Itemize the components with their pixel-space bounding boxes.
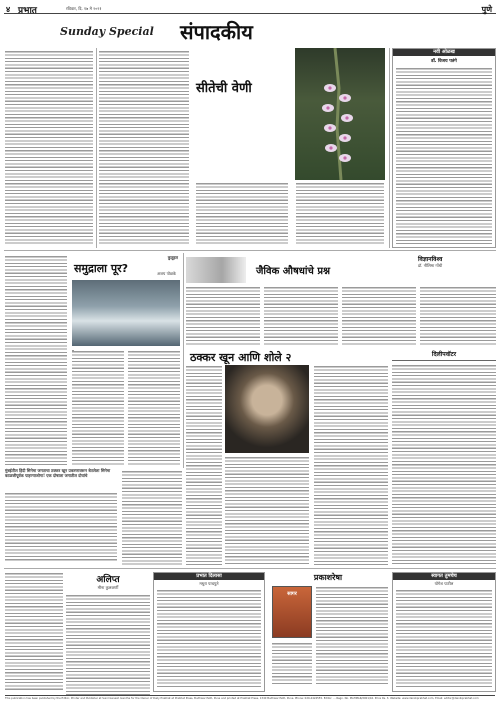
alipta-text — [66, 594, 150, 697]
sholay-title: ठक्कर खून आणि शोले २ — [190, 351, 292, 364]
prakashrekha-story — [268, 572, 388, 692]
right-mid-text — [392, 364, 496, 564]
sea-story-col-1 — [5, 255, 67, 465]
sholay-col-a — [5, 492, 117, 562]
orchid-photo — [295, 48, 385, 180]
organic-col-4 — [420, 286, 496, 346]
book-cover-label: सागर — [287, 591, 297, 597]
swagat-header: स्वागत तुमचेच — [393, 573, 495, 580]
sea-title: समुद्राला पूर? — [74, 262, 128, 275]
alipta-story — [66, 572, 150, 692]
sholay-lead-box — [72, 350, 74, 352]
top-story-text-b — [296, 182, 384, 246]
right-mid-header: दिलीपवॉटर — [392, 350, 496, 361]
swagat-author: योगेश पाटील — [434, 581, 454, 586]
column-header: नवी ओळख — [393, 49, 495, 56]
organic-col-3 — [342, 286, 416, 346]
organic-title: जैविक औषधांचे प्रश्न — [256, 266, 331, 277]
sea-story-col-3 — [128, 350, 180, 465]
sea-kicker: कुतूहल — [167, 255, 178, 260]
sholay-col-e — [122, 470, 182, 565]
book-cover — [272, 586, 312, 638]
swagat-story — [392, 572, 496, 692]
sholay-lead: मुंबईतील हिंदी सिनेमा जगताचा ठक्कर खून प्रकरणावरून बेतलेला सिनेमा काळजीपूर्वक पाहण्याजोगा! एक दोषाला जगातील दोघांचे — [5, 468, 111, 478]
page-number: ४ — [6, 5, 11, 14]
top-story-text-a — [196, 182, 288, 246]
sholay-col-c — [225, 456, 309, 566]
prabhat-byline: मधुरा पाचपुते — [199, 581, 219, 586]
sea-wave-photo — [72, 280, 180, 346]
organic-col-1 — [186, 286, 260, 346]
footer-imprint: This publication has been published by the Editor, Printer and Publisher at Sunil Ganesh Gandhe for the Owner of Daily Prabhat at Prabhat Press, Budhwar Peth, Pune and printed at Prabhat Press, 1340 Budhwar Peth, Pune. Phone: 020-4424555. Editor: ... Regn. No. MAHMAR/2001/42. Price Rs. 3. Website: www.dainikprabhat.com, Email: editor@dainikprabhat.com — [5, 695, 495, 705]
sholay-col-b — [186, 365, 222, 565]
sholay-photo — [225, 365, 309, 453]
sea-story-col-2 — [72, 350, 124, 465]
alipta-byline: मीना कुलकर्णी — [97, 585, 119, 590]
swagat-text — [396, 589, 492, 689]
prabhat-dilasa-story — [153, 572, 265, 692]
paper-logo: प्रभात — [18, 6, 37, 16]
organic-author: डॉ. नीलिमा गोंधी — [418, 263, 443, 268]
prakashrekha-text-a — [316, 586, 388, 686]
prabhat-header: प्रभात दिलासा — [154, 573, 264, 580]
prakashrekha-text-b — [272, 642, 312, 686]
masthead — [4, 4, 496, 14]
section-title: संपादकीय — [180, 20, 253, 44]
column-author: डॉ. विजय पतंगे — [431, 59, 457, 64]
sea-byline: अजय पोळके — [156, 271, 176, 276]
organic-col-2 — [264, 286, 338, 346]
organic-photo — [186, 257, 246, 283]
supplement-title: Sunday Special — [60, 25, 154, 38]
organic-section: विज्ञानविश्व — [418, 256, 443, 263]
prakashrekha-header: प्रकाशरेषा — [313, 573, 343, 582]
dateline: रविवार, दि. १७ मे २०२१ — [66, 6, 102, 11]
sholay-col-d — [314, 365, 388, 565]
column-text — [396, 67, 492, 245]
column-nav-olakh — [392, 48, 496, 248]
prabhat-text — [157, 589, 261, 689]
top-center-column-text — [99, 50, 189, 246]
city-label: पुणे — [481, 5, 492, 14]
section-header — [60, 16, 440, 44]
top-story-title: सीतेची वेणी — [196, 81, 252, 96]
alipta-title: अलिप्त — [96, 575, 120, 585]
bottom-left-column — [5, 572, 63, 692]
sea-story-head — [72, 255, 178, 279]
top-left-column-text — [5, 50, 93, 246]
right-mid-column — [392, 350, 496, 565]
